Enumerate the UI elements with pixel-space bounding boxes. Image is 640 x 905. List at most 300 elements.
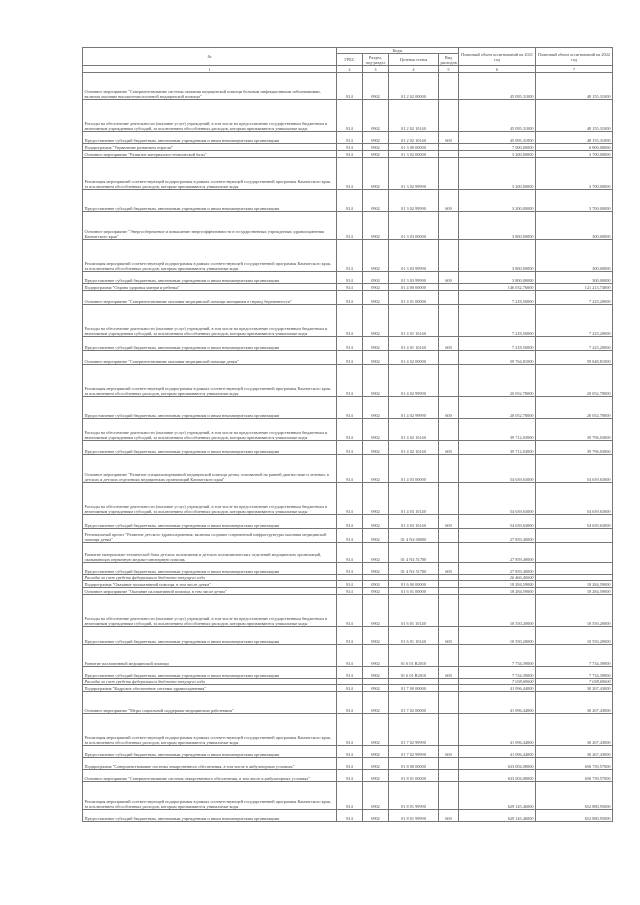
row-value-2022: 48 155,31000: [536, 132, 613, 144]
row-name: Предоставление субсидий бюджетным, автономным учреждениям и иным некоммерческим организациям: [83, 746, 337, 758]
row-name: Основное мероприятие "Меры социальной поддержки медицинских работников": [83, 692, 337, 714]
row-grbs: 814: [337, 419, 363, 441]
row-razdel: 0902: [363, 144, 389, 151]
table-row: [83, 397, 613, 419]
row-value-2021: 18 284,59000: [459, 588, 536, 595]
row-vr: [439, 158, 459, 190]
row-name: Предоставление субсидий бюджетным, автономным учреждениям и иным некоммерческим организациям: [83, 515, 337, 529]
row-name: Расходы за счет средств федерального бюджета текущего года: [83, 575, 337, 581]
row-value-2022: 7 225,20000: [536, 305, 613, 337]
table-row: [83, 746, 613, 758]
row-razdel: 0902: [363, 529, 389, 543]
row-cs: 01 4 02 99990: [389, 365, 439, 397]
row-cs: 01 3 03 99990: [389, 272, 439, 284]
row-value-2022: 10 550,20000: [536, 627, 613, 645]
row-grbs: 814: [337, 144, 363, 151]
row-cs: 01 8 00 00000: [389, 758, 439, 770]
row-razdel: 0902: [363, 351, 389, 365]
row-value-2021: 41 096,44000: [459, 685, 536, 692]
table-row: [83, 483, 613, 515]
row-name: Расходы за счет средств федерального бюджета текущего года: [83, 679, 337, 685]
row-name: Подпрограмма "Оказание паллиативной помощи, в том числе детям": [83, 581, 337, 588]
row-name: Предоставление субсидий бюджетным, автономным учреждениям и иным некоммерческим организациям: [83, 337, 337, 351]
row-value-2021: 20 052,78000: [459, 365, 536, 397]
row-vr: [439, 151, 459, 158]
row-name: Предоставление субсидий бюджетным, автономным учреждениям и иным некоммерческим организациям: [83, 272, 337, 284]
row-vr: [439, 73, 459, 100]
row-razdel: 0902: [363, 581, 389, 588]
table-row: [83, 419, 613, 441]
row-name: Предоставление субсидий бюджетным, автономным учреждениям и иным некоммерческим организациям: [83, 190, 337, 212]
table-row: [83, 337, 613, 351]
header-razdel: Раздел, под-раздел: [363, 54, 389, 66]
row-value-2021: 3 800,00000: [459, 272, 536, 284]
table-body: [83, 73, 613, 822]
row-name: Развитие материально-технической базы детских поликлиник и детских поликлинических отделений медицинских организаций, оказывающих первичную медико-санитарную помощь: [83, 543, 337, 563]
row-grbs: 814: [337, 240, 363, 272]
table-row: [83, 441, 613, 455]
row-value-2021: 41 096,44000: [459, 714, 536, 746]
row-value-2022: 54 639,63000: [536, 455, 613, 483]
row-name: Расходы на обеспечение деятельности (оказание услуг) учреждений, в том числе на предоставление государственным бюджетным и автономным учреждениям субсидий, за исключением обособленных расходов, которым присваиваются уникальные коды: [83, 305, 337, 337]
row-value-2022: 20 052,78000: [536, 397, 613, 419]
row-cs: 01 4 01 10140: [389, 305, 439, 337]
row-value-2021: 10 550,20000: [459, 627, 536, 645]
row-cs: 01 4 N4 51700: [389, 543, 439, 563]
row-value-2022: 121 213,74000: [536, 284, 613, 291]
row-grbs: 814: [337, 529, 363, 543]
row-razdel: 0902: [363, 746, 389, 758]
table-row: [83, 692, 613, 714]
row-cs: 01 6 00 00000: [389, 581, 439, 588]
row-value-2021: 41 096,44000: [459, 746, 536, 758]
row-cs: 01 2 02 00000: [389, 73, 439, 100]
table-row: [83, 645, 613, 667]
row-cs: 01 7 02 00000: [389, 692, 439, 714]
row-value-2022: 59 848,81000: [536, 351, 613, 365]
row-grbs: 814: [337, 685, 363, 692]
row-razdel: 0902: [363, 810, 389, 822]
row-value-2022: 300,00000: [536, 272, 613, 284]
row-value-2021: 7 218,50000: [459, 305, 536, 337]
row-value-2021: 146 032,76000: [459, 284, 536, 291]
table-row: [83, 627, 613, 645]
row-cs: 01 7 02 99990: [389, 746, 439, 758]
row-value-2021: 39 712,03000: [459, 419, 536, 441]
row-cs: 01 4 02 10140: [389, 441, 439, 455]
row-razdel: 0902: [363, 483, 389, 515]
row-razdel: 0902: [363, 284, 389, 291]
row-vr: [439, 144, 459, 151]
row-cs: 01 3 03 99990: [389, 240, 439, 272]
row-grbs: 814: [337, 441, 363, 455]
row-vr: [439, 291, 459, 305]
row-cs: 01 8 01 99990: [389, 782, 439, 810]
row-name: Реализация мероприятий соответствующей подпрограммы в рамках соответствующей государственной программы Камчатского края, за исключением обособленных расходов, которым присваиваются уникальные коды: [83, 714, 337, 746]
row-name: Основное мероприятие "Совершенствование оказания медицинской помощи детям": [83, 351, 337, 365]
table-row: [83, 581, 613, 588]
row-value-2022: 18 284,59000: [536, 588, 613, 595]
row-razdel: 0902: [363, 770, 389, 782]
table-row: [83, 158, 613, 190]
row-razdel: 0902: [363, 132, 389, 144]
row-razdel: 0902: [363, 365, 389, 397]
row-grbs: 814: [337, 455, 363, 483]
row-name: Реализация мероприятий соответствующей подпрограммы в рамках соответствующей государственной программы Камчатского края, за исключением обособленных расходов, которым присваиваются уникальные коды: [83, 365, 337, 397]
row-grbs: 814: [337, 543, 363, 563]
row-name: Реализация мероприятий соответствующей подпрограммы в рамках соответствующей государственной программы Камчатского края, за исключением обособленных расходов, которым присваиваются уникальные коды: [83, 240, 337, 272]
row-grbs: 814: [337, 692, 363, 714]
table-row: [83, 272, 613, 284]
row-razdel: 0902: [363, 685, 389, 692]
row-cs: 01 6 01 00000: [389, 588, 439, 595]
row-value-2022: 18 284,59000: [536, 581, 613, 588]
row-value-2022: 3 700,00000: [536, 190, 613, 212]
table-row: [83, 588, 613, 595]
row-vr: 600: [439, 810, 459, 822]
table-row: [83, 529, 613, 543]
row-grbs: 814: [337, 272, 363, 284]
header-year-2022: Плановый объем ассигнований на 2022 год: [536, 48, 613, 66]
row-vr: [439, 305, 459, 337]
row-grbs: 814: [337, 645, 363, 667]
table-row: [83, 284, 613, 291]
row-cs: 01 3 02 00000: [389, 151, 439, 158]
header-vr: Вид расходов: [440, 54, 457, 65]
row-grbs: 814: [337, 627, 363, 645]
row-value-2022: 656 739,57000: [536, 770, 613, 782]
row-grbs: 814: [337, 563, 363, 575]
table-row: [83, 132, 613, 144]
table-row: [83, 455, 613, 483]
row-name: Предоставление субсидий бюджетным, автономным учреждениям и иным некоммерческим организациям: [83, 563, 337, 575]
table-row: [83, 73, 613, 100]
row-grbs: 814: [337, 351, 363, 365]
row-name: Предоставление субсидий бюджетным, автономным учреждениям и иным некоммерческим организациям: [83, 810, 337, 822]
row-grbs: 814: [337, 337, 363, 351]
row-vr: [439, 645, 459, 667]
row-name: Предоставление субсидий бюджетным, автономным учреждениям и иным некоммерческим организациям: [83, 397, 337, 419]
header-year-2021: Плановый объем ассигнований на 2021 год: [459, 48, 536, 66]
row-razdel: 0902: [363, 240, 389, 272]
index-cell: 5: [439, 66, 459, 73]
row-value-2022: 54 639,63000: [536, 483, 613, 515]
row-value-2021: 3 200,00000: [459, 190, 536, 212]
table-row: [83, 100, 613, 132]
row-cs: 01 6 01 10140: [389, 627, 439, 645]
row-value-2022: 7 734,39000: [536, 645, 613, 667]
row-cs: 01 4 N4 00000: [389, 529, 439, 543]
row-name: Подпрограмма "Кадровое обеспечение системы здравоохранения": [83, 685, 337, 692]
row-value-2021: 26 466,40000: [459, 575, 536, 581]
row-value-2022: 54 639,63000: [536, 515, 613, 529]
row-value-2021: 7 038,69000: [459, 679, 536, 685]
row-vr: [439, 212, 459, 240]
row-name: Подпрограмма "Совершенствование системы лекарственного обеспечения, в том числе в амбулаторных условиях": [83, 758, 337, 770]
row-vr: [439, 284, 459, 291]
row-razdel: 0902: [363, 563, 389, 575]
row-value-2022: 3 700,00000: [536, 158, 613, 190]
row-vr: [439, 770, 459, 782]
row-grbs: 814: [337, 810, 363, 822]
index-cell: 3: [363, 66, 389, 73]
row-value-2021: 7 734,39000: [459, 645, 536, 667]
row-vr: [439, 365, 459, 397]
row-value-2021: 45 095,31000: [459, 73, 536, 100]
table-row: [83, 190, 613, 212]
row-cs: 01 2 02 10140: [389, 132, 439, 144]
row-vr: 600: [439, 397, 459, 419]
row-vr: 600: [439, 272, 459, 284]
table-row: [83, 212, 613, 240]
row-vr: [439, 581, 459, 588]
row-name: Расходы на обеспечение деятельности (оказание услуг) учреждений, в том числе на предоставление государственным бюджетным и автономным учреждениям субсидий, за исключением обособленных расходов, которым присваиваются уникальные коды: [83, 483, 337, 515]
row-name: Основное мероприятие "Оказание паллиативной помощи, в том числе детям": [83, 588, 337, 595]
row-cs: 01 3 00 00000: [389, 144, 439, 151]
row-cs: 01 7 02 99990: [389, 714, 439, 746]
index-cell: 4: [389, 66, 439, 73]
row-grbs: 814: [337, 758, 363, 770]
row-value-2021: 54 639,63000: [459, 515, 536, 529]
row-name: Основное мероприятие "Совершенствование системы лекарственного обеспечения, в том числе в амбулаторных условиях": [83, 770, 337, 782]
row-value-2021: 41 096,44000: [459, 692, 536, 714]
row-cs: 01 3 02 99990: [389, 158, 439, 190]
table-row: [83, 515, 613, 529]
budget-sheet: [82, 47, 612, 822]
row-grbs: 814: [337, 397, 363, 419]
row-name: Региональный проект "Развитие детского здравоохранения, включая создание современной инфраструктуры оказания медицинской помощи детям": [83, 529, 337, 543]
table-row: [83, 685, 613, 692]
row-vr: 600: [439, 515, 459, 529]
row-razdel: 0902: [363, 515, 389, 529]
row-value-2021: 27 859,40000: [459, 543, 536, 563]
row-vr: [439, 483, 459, 515]
table-row: [83, 144, 613, 151]
row-name: Подпрограмма "Охрана здоровья матери и ребенка": [83, 284, 337, 291]
row-cs: 01 4 03 00000: [389, 455, 439, 483]
row-grbs: 814: [337, 714, 363, 746]
row-razdel: 0902: [363, 419, 389, 441]
index-cell: 7: [536, 66, 613, 73]
table-row: [83, 563, 613, 575]
row-cs: 01 4 01 00000: [389, 291, 439, 305]
row-vr: [439, 351, 459, 365]
row-grbs: 814: [337, 515, 363, 529]
row-cs: 01 4 03 10140: [389, 483, 439, 515]
row-name: Расходы на обеспечение деятельности (оказание услуг) учреждений, в том числе на предоставление государственным бюджетным и автономным учреждениям субсидий, за исключением обособленных расходов, которым присваиваются уникальные коды: [83, 595, 337, 627]
table-row: [83, 365, 613, 397]
row-cs: 01 3 03 00000: [389, 212, 439, 240]
row-razdel: 0902: [363, 714, 389, 746]
row-grbs: 814: [337, 667, 363, 679]
header-cs: Целевая статья: [389, 54, 439, 66]
row-name: Предоставление субсидий бюджетным, автономным учреждениям и иным некоммерческим организациям: [83, 441, 337, 455]
row-cs: 01 4 N4 51700: [389, 563, 439, 575]
row-value-2021: 39 712,03000: [459, 441, 536, 455]
row-value-2022: 30 267,43000: [536, 685, 613, 692]
row-razdel: 0902: [363, 397, 389, 419]
row-value-2022: 3 700,00000: [536, 151, 613, 158]
row-name: Предоставление субсидий бюджетным, автономным учреждениям и иным некоммерческим организациям: [83, 667, 337, 679]
row-value-2022: 20 052,78000: [536, 365, 613, 397]
row-name: Развитие паллиативной медицинской помощи: [83, 645, 337, 667]
table-row: [83, 151, 613, 158]
row-vr: 600: [439, 132, 459, 144]
row-value-2022: 39 796,03000: [536, 441, 613, 455]
row-razdel: 0902: [363, 441, 389, 455]
row-value-2021: 633 004,08000: [459, 770, 536, 782]
index-cell: 2: [337, 66, 363, 73]
row-grbs: 814: [337, 782, 363, 810]
row-value-2022: 48 155,31000: [536, 73, 613, 100]
row-vr: [439, 100, 459, 132]
row-value-2021: 3 800,00000: [459, 240, 536, 272]
row-razdel: 0902: [363, 151, 389, 158]
row-cs: 01 7 00 00000: [389, 685, 439, 692]
row-grbs: 814: [337, 483, 363, 515]
row-name: Основное мероприятие "Совершенствование оказания медицинской помощи женщинам в период беременности": [83, 291, 337, 305]
row-razdel: 0902: [363, 272, 389, 284]
row-cs: 01 4 02 00000: [389, 351, 439, 365]
table-row: [83, 770, 613, 782]
row-value-2022: [536, 563, 613, 575]
row-value-2022: [536, 529, 613, 543]
table-row: [83, 810, 613, 822]
row-razdel: 0902: [363, 692, 389, 714]
row-razdel: 0902: [363, 782, 389, 810]
row-value-2021: 45 095,31000: [459, 100, 536, 132]
row-name: Основное мероприятие "Развитие специализированной медицинской помощи детям, основанной на ранней диагностике и лечении, в детских и детских отделениях медицинских организаций Камчатского края": [83, 455, 337, 483]
row-cs: 01 4 02 10140: [389, 419, 439, 441]
row-grbs: 814: [337, 212, 363, 240]
row-cs: 01 2 02 10140: [389, 100, 439, 132]
row-name: Основное мероприятие "Развитие материально-технической базы": [83, 151, 337, 158]
table-row: [83, 758, 613, 770]
row-value-2022: 10 550,20000: [536, 595, 613, 627]
row-vr: 600: [439, 190, 459, 212]
row-value-2021: 629 145,46000: [459, 782, 536, 810]
row-razdel: 0902: [363, 588, 389, 595]
row-vr: [439, 782, 459, 810]
row-value-2022: 30 267,43000: [536, 714, 613, 746]
index-cell: 6: [459, 66, 536, 73]
row-value-2021: 54 639,63000: [459, 483, 536, 515]
row-name: Основное мероприятие "Энергосбережение и повышение энергоэффективности в государственных учреждениях здравоохранения Камчатского края": [83, 212, 337, 240]
row-cs: 01 4 01 10140: [389, 337, 439, 351]
table-row: [83, 782, 613, 810]
table-row: [83, 595, 613, 627]
row-razdel: 0902: [363, 291, 389, 305]
row-value-2022: 7 038,69000: [536, 679, 613, 685]
row-razdel: 0902: [363, 455, 389, 483]
row-vr: [439, 714, 459, 746]
row-razdel: 0902: [363, 543, 389, 563]
row-vr: 600: [439, 563, 459, 575]
row-value-2021: 7 218,50000: [459, 337, 536, 351]
row-value-2021: 18 284,59000: [459, 581, 536, 588]
row-cs: 01 6 01 R2010: [389, 645, 439, 667]
row-value-2022: 656 739,57000: [536, 758, 613, 770]
table-row: [83, 240, 613, 272]
row-value-2021: 629 145,46000: [459, 810, 536, 822]
row-value-2022: 300,00000: [536, 240, 613, 272]
row-name: Расходы на обеспечение деятельности (оказание услуг) учреждений, в том числе на предоставление государственным бюджетным и автономным учреждениям субсидий, за исключением обособленных расходов, которым присваиваются уникальные коды: [83, 419, 337, 441]
table-row: [83, 305, 613, 337]
row-value-2022: [536, 543, 613, 563]
row-grbs: 814: [337, 581, 363, 588]
row-value-2021: 27 859,40000: [459, 563, 536, 575]
row-vr: 600: [439, 667, 459, 679]
row-cs: 01 6 01 R2010: [389, 667, 439, 679]
row-vr: [439, 692, 459, 714]
row-razdel: 0902: [363, 337, 389, 351]
row-value-2022: 48 155,31000: [536, 100, 613, 132]
row-value-2022: 6 800,00000: [536, 144, 613, 151]
row-razdel: 0902: [363, 595, 389, 627]
row-vr: [439, 595, 459, 627]
row-cs: 01 6 01 10140: [389, 595, 439, 627]
row-razdel: 0902: [363, 190, 389, 212]
row-value-2022: 7 225,20000: [536, 337, 613, 351]
row-vr: [439, 240, 459, 272]
table-row: [83, 667, 613, 679]
row-cs: 01 4 02 99990: [389, 397, 439, 419]
row-value-2021: 7 000,00000: [459, 144, 536, 151]
row-value-2022: 652 880,95000: [536, 810, 613, 822]
row-razdel: 0902: [363, 758, 389, 770]
row-razdel: 0902: [363, 667, 389, 679]
row-value-2022: 300,00000: [536, 212, 613, 240]
row-value-2021: 10 550,20000: [459, 595, 536, 627]
row-value-2021: 633 004,08000: [459, 758, 536, 770]
row-grbs: 814: [337, 73, 363, 100]
row-value-2022: 30 267,43000: [536, 746, 613, 758]
row-value-2021: 20 052,78000: [459, 397, 536, 419]
row-value-2021: 3 200,00000: [459, 158, 536, 190]
row-vr: [439, 419, 459, 441]
row-name: Реализация мероприятий соответствующей подпрограммы в рамках соответствующей государственной программы Камчатского края, за исключением обособленных расходов, которым присваиваются уникальные коды: [83, 782, 337, 810]
row-name: Предоставление субсидий бюджетным, автономным учреждениям и иным некоммерческим организациям: [83, 132, 337, 144]
row-razdel: 0902: [363, 212, 389, 240]
row-value-2022: 7 225,20000: [536, 291, 613, 305]
row-name: Основное мероприятие "Совершенствование системы оказания медицинской помощи больным инфекционными заболеваниями, включая оказание высокотехнологичной медицинской помощи": [83, 73, 337, 100]
row-vr: 600: [439, 337, 459, 351]
row-value-2021: 3 800,00000: [459, 212, 536, 240]
row-value-2022: 652 880,95000: [536, 782, 613, 810]
row-grbs: 814: [337, 365, 363, 397]
row-cs: 01 4 00 00000: [389, 284, 439, 291]
table-row: [83, 543, 613, 563]
row-vr: [439, 588, 459, 595]
row-vr: [439, 543, 459, 563]
row-grbs: 814: [337, 100, 363, 132]
row-grbs: 814: [337, 284, 363, 291]
index-cell: 1: [83, 66, 337, 73]
row-name: Подпрограмма "Управление развитием отрасли": [83, 144, 337, 151]
row-grbs: 814: [337, 770, 363, 782]
budget-table: [82, 47, 613, 822]
row-vr: [439, 455, 459, 483]
row-vr: [439, 529, 459, 543]
row-value-2021: 54 639,63000: [459, 455, 536, 483]
row-razdel: 0902: [363, 158, 389, 190]
row-razdel: 0902: [363, 645, 389, 667]
row-vr: 600: [439, 441, 459, 455]
row-grbs: 814: [337, 132, 363, 144]
row-value-2021: 45 095,31000: [459, 132, 536, 144]
header-num: №: [83, 48, 337, 66]
row-value-2021: 59 764,81000: [459, 351, 536, 365]
